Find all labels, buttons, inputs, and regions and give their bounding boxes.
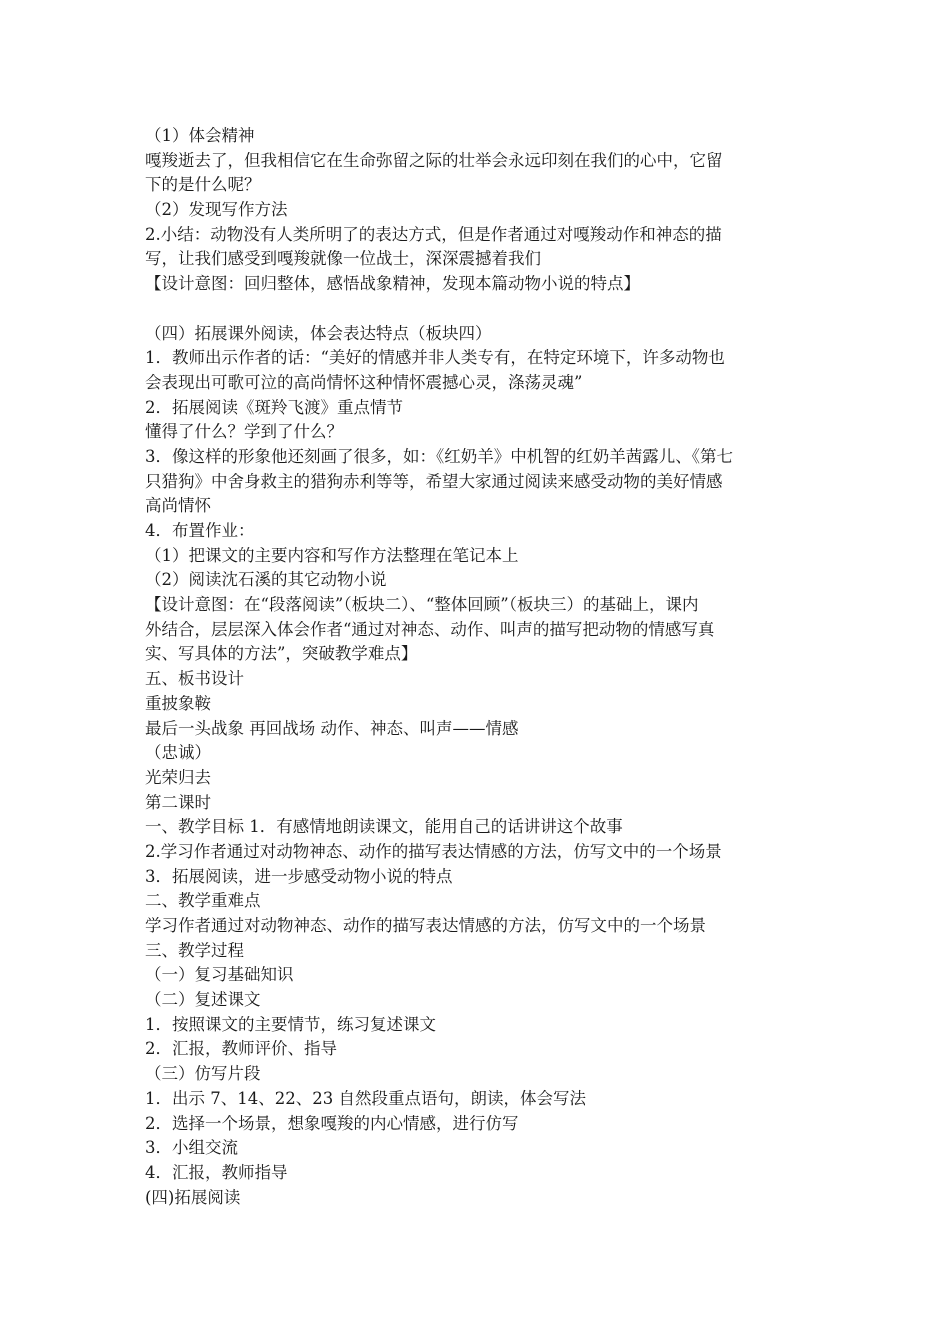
text-line: 2．选择一个场景，想象嘎羧的内心情感，进行仿写 [145, 1113, 519, 1133]
text-line: （二）复述课文 [145, 990, 261, 1010]
text-line: 4．汇报，教师指导 [145, 1162, 288, 1182]
text-line: 【设计意图：回归整体，感悟战象精神，发现本篇动物小说的特点】 [145, 274, 640, 294]
text-line: 会表现出可歌可泣的高尚情怀这种情怀震撼心灵，涤荡灵魂” [145, 372, 583, 392]
text-line: 五、板书设计 [145, 669, 244, 689]
document-page [145, 124, 815, 1210]
text-line: 1．按照课文的主要情节，练习复述课文 [145, 1014, 436, 1034]
text-line: 2．汇报，教师评价、指导 [145, 1039, 337, 1059]
text-line: 高尚情怀 [145, 496, 211, 516]
text-line: 4．布置作业： [145, 521, 255, 540]
text-line: 写，让我们感受到嘎羧就像一位战士，深深震撼着我们 [145, 249, 541, 269]
text-line: 外结合，层层深入体会作者“通过对神态、动作、叫声的描写把动物的情感写真 [145, 619, 715, 639]
text-line: 下的是什么呢？ [145, 175, 261, 195]
text-line: （忠诚） [145, 743, 211, 763]
text-line: （三）仿写片段 [145, 1064, 261, 1084]
text-line: 3．小组交流 [145, 1138, 238, 1158]
text-line: 【设计意图：在“段落阅读”（板块二）、“整体回顾”（板块三）的基础上，课内 [145, 595, 699, 615]
text-line: 懂得了什么？学到了什么？ [145, 422, 343, 442]
text-line: 光荣归去 [145, 767, 211, 787]
text-line: 二、教学重难点 [145, 891, 261, 911]
text-line: 学习作者通过对动物神态、动作的描写表达情感的方法，仿写文中的一个场景 [145, 916, 706, 935]
text-line: （1）体会精神 [145, 126, 255, 145]
text-line: 嘎羧逝去了，但我相信它在生命弥留之际的壮举会永远印刻在我们的心中，它留 [145, 150, 723, 170]
text-line: （四）拓展课外阅读，体会表达特点（板块四） [145, 323, 492, 343]
text-line: 1．教师出示作者的话：“美好的情感并非人类专有，在特定环境下，许多动物也 [145, 348, 725, 368]
text-line: 3．像这样的形象他还刻画了很多，如：《红奶羊》中机智的红奶羊茜露儿、《第七 [145, 446, 733, 466]
blank-line [145, 297, 815, 322]
text-line: 2．拓展阅读《斑羚飞渡》重点情节 [145, 397, 403, 417]
text-line: 一、教学目标 1．有感情地朗读课文，能用自己的话讲讲这个故事 [145, 817, 623, 837]
text-line: 3．拓展阅读，进一步感受动物小说的特点 [145, 866, 453, 886]
text-line: 最后一头战象 再回战场 动作、神态、叫声——情感 [145, 718, 519, 738]
text-line: 重披象鞍 [145, 693, 211, 713]
text-line: （2）发现写作方法 [145, 200, 288, 220]
text-line: (四)拓展阅读 [145, 1187, 241, 1207]
text-line: 第二课时 [145, 792, 211, 812]
text-line: 2.学习作者通过对动物神态、动作的描写表达情感的方法，仿写文中的一个场景 [145, 841, 722, 861]
text-line: （2）阅读沈石溪的其它动物小说 [145, 570, 387, 590]
text-line: 实、写具体的方法”，突破教学难点】 [145, 644, 418, 664]
text-line: （1）把课文的主要内容和写作方法整理在笔记本上 [145, 545, 519, 565]
text-line: 1．出示 7、14、22、23 自然段重点语句，朗读，体会写法 [145, 1088, 586, 1108]
text-line: 2.小结：动物没有人类所明了的表达方式，但是作者通过对嘎羧动作和神态的描 [145, 224, 722, 244]
text-line: 只猎狗》中舍身救主的猎狗赤利等等，希望大家通过阅读来感受动物的美好情感 [145, 471, 723, 491]
text-line: （一）复习基础知识 [145, 965, 294, 985]
text-line: 三、教学过程 [145, 940, 244, 960]
